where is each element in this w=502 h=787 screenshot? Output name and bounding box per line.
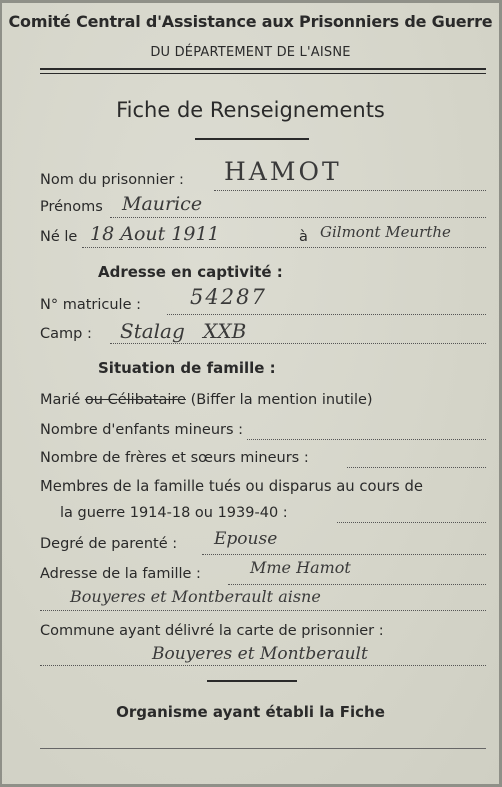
organisme-heading: Organisme ayant établi la Fiche: [116, 703, 385, 721]
header-rule-bottom: [40, 73, 486, 74]
membres-label-line2: la guerre 1914-18 ou 1939-40 :: [60, 505, 288, 521]
commune-line: [40, 665, 486, 666]
biffer-note: (Biffer la mention inutile): [190, 392, 373, 408]
membres-label-line1: Membres de la famille tués ou disparus au cours de: [40, 478, 423, 495]
matricule-value: 54287: [190, 285, 267, 309]
membres-line: [337, 522, 486, 523]
ne-le-line: [82, 247, 486, 248]
committee-header: Comité Central d'Assistance aux Prisonniers de Guerre: [8, 12, 493, 31]
adresse-value-line2: Bouyeres et Montberault aisne: [70, 587, 321, 606]
prenoms-line: [110, 217, 486, 218]
famille-heading: Situation de famille :: [98, 359, 276, 377]
captivite-heading: Adresse en captivité :: [98, 263, 283, 281]
a-label: à: [299, 229, 308, 245]
header-rule-top: [40, 68, 486, 70]
freres-line: [347, 467, 486, 468]
enfants-label: Nombre d'enfants mineurs :: [40, 422, 244, 438]
celibataire-struck-text: ou Célibataire: [84, 392, 186, 408]
freres-label: Nombre de frères et sœurs mineurs :: [40, 450, 309, 466]
prenoms-value: Maurice: [122, 193, 203, 215]
title-underline: [195, 138, 309, 140]
matricule-label: N° matricule :: [40, 297, 141, 313]
degre-value: Epouse: [214, 529, 278, 549]
information-card: [2, 3, 499, 784]
adresse-line2: [40, 610, 486, 611]
ne-le-label: Né le: [40, 229, 78, 245]
matricule-line: [167, 314, 486, 315]
adresse-value-line1: Mme Hamot: [250, 558, 351, 577]
nom-value: HAMOT: [224, 157, 342, 186]
marie-text: Marié: [40, 392, 81, 408]
degre-line: [202, 554, 486, 555]
organisme-line: [40, 748, 486, 749]
form-title: Fiche de Renseignements: [116, 98, 385, 122]
nom-line: [214, 190, 486, 191]
camp-label: Camp :: [40, 326, 92, 342]
commune-label: Commune ayant délivré la carte de prisonnier :: [40, 623, 384, 639]
enfants-line: [247, 439, 486, 440]
section-divider: [207, 680, 297, 682]
department-header: DU DÉPARTEMENT DE L'AISNE: [150, 45, 351, 60]
degre-label: Degré de parenté :: [40, 536, 178, 552]
nom-label: Nom du prisonnier :: [40, 172, 184, 188]
ne-le-value: 18 Aout 1911: [90, 223, 220, 245]
camp-line: [110, 343, 486, 344]
a-value: Gilmont Meurthe: [320, 223, 451, 241]
marital-status-line: [40, 392, 373, 408]
camp-value: Stalag XXB: [120, 319, 247, 343]
adresse-label: Adresse de la famille :: [40, 566, 201, 582]
commune-value: Bouyeres et Montberault: [152, 644, 368, 664]
prenoms-label: Prénoms: [40, 199, 103, 215]
adresse-line1: [228, 584, 486, 585]
